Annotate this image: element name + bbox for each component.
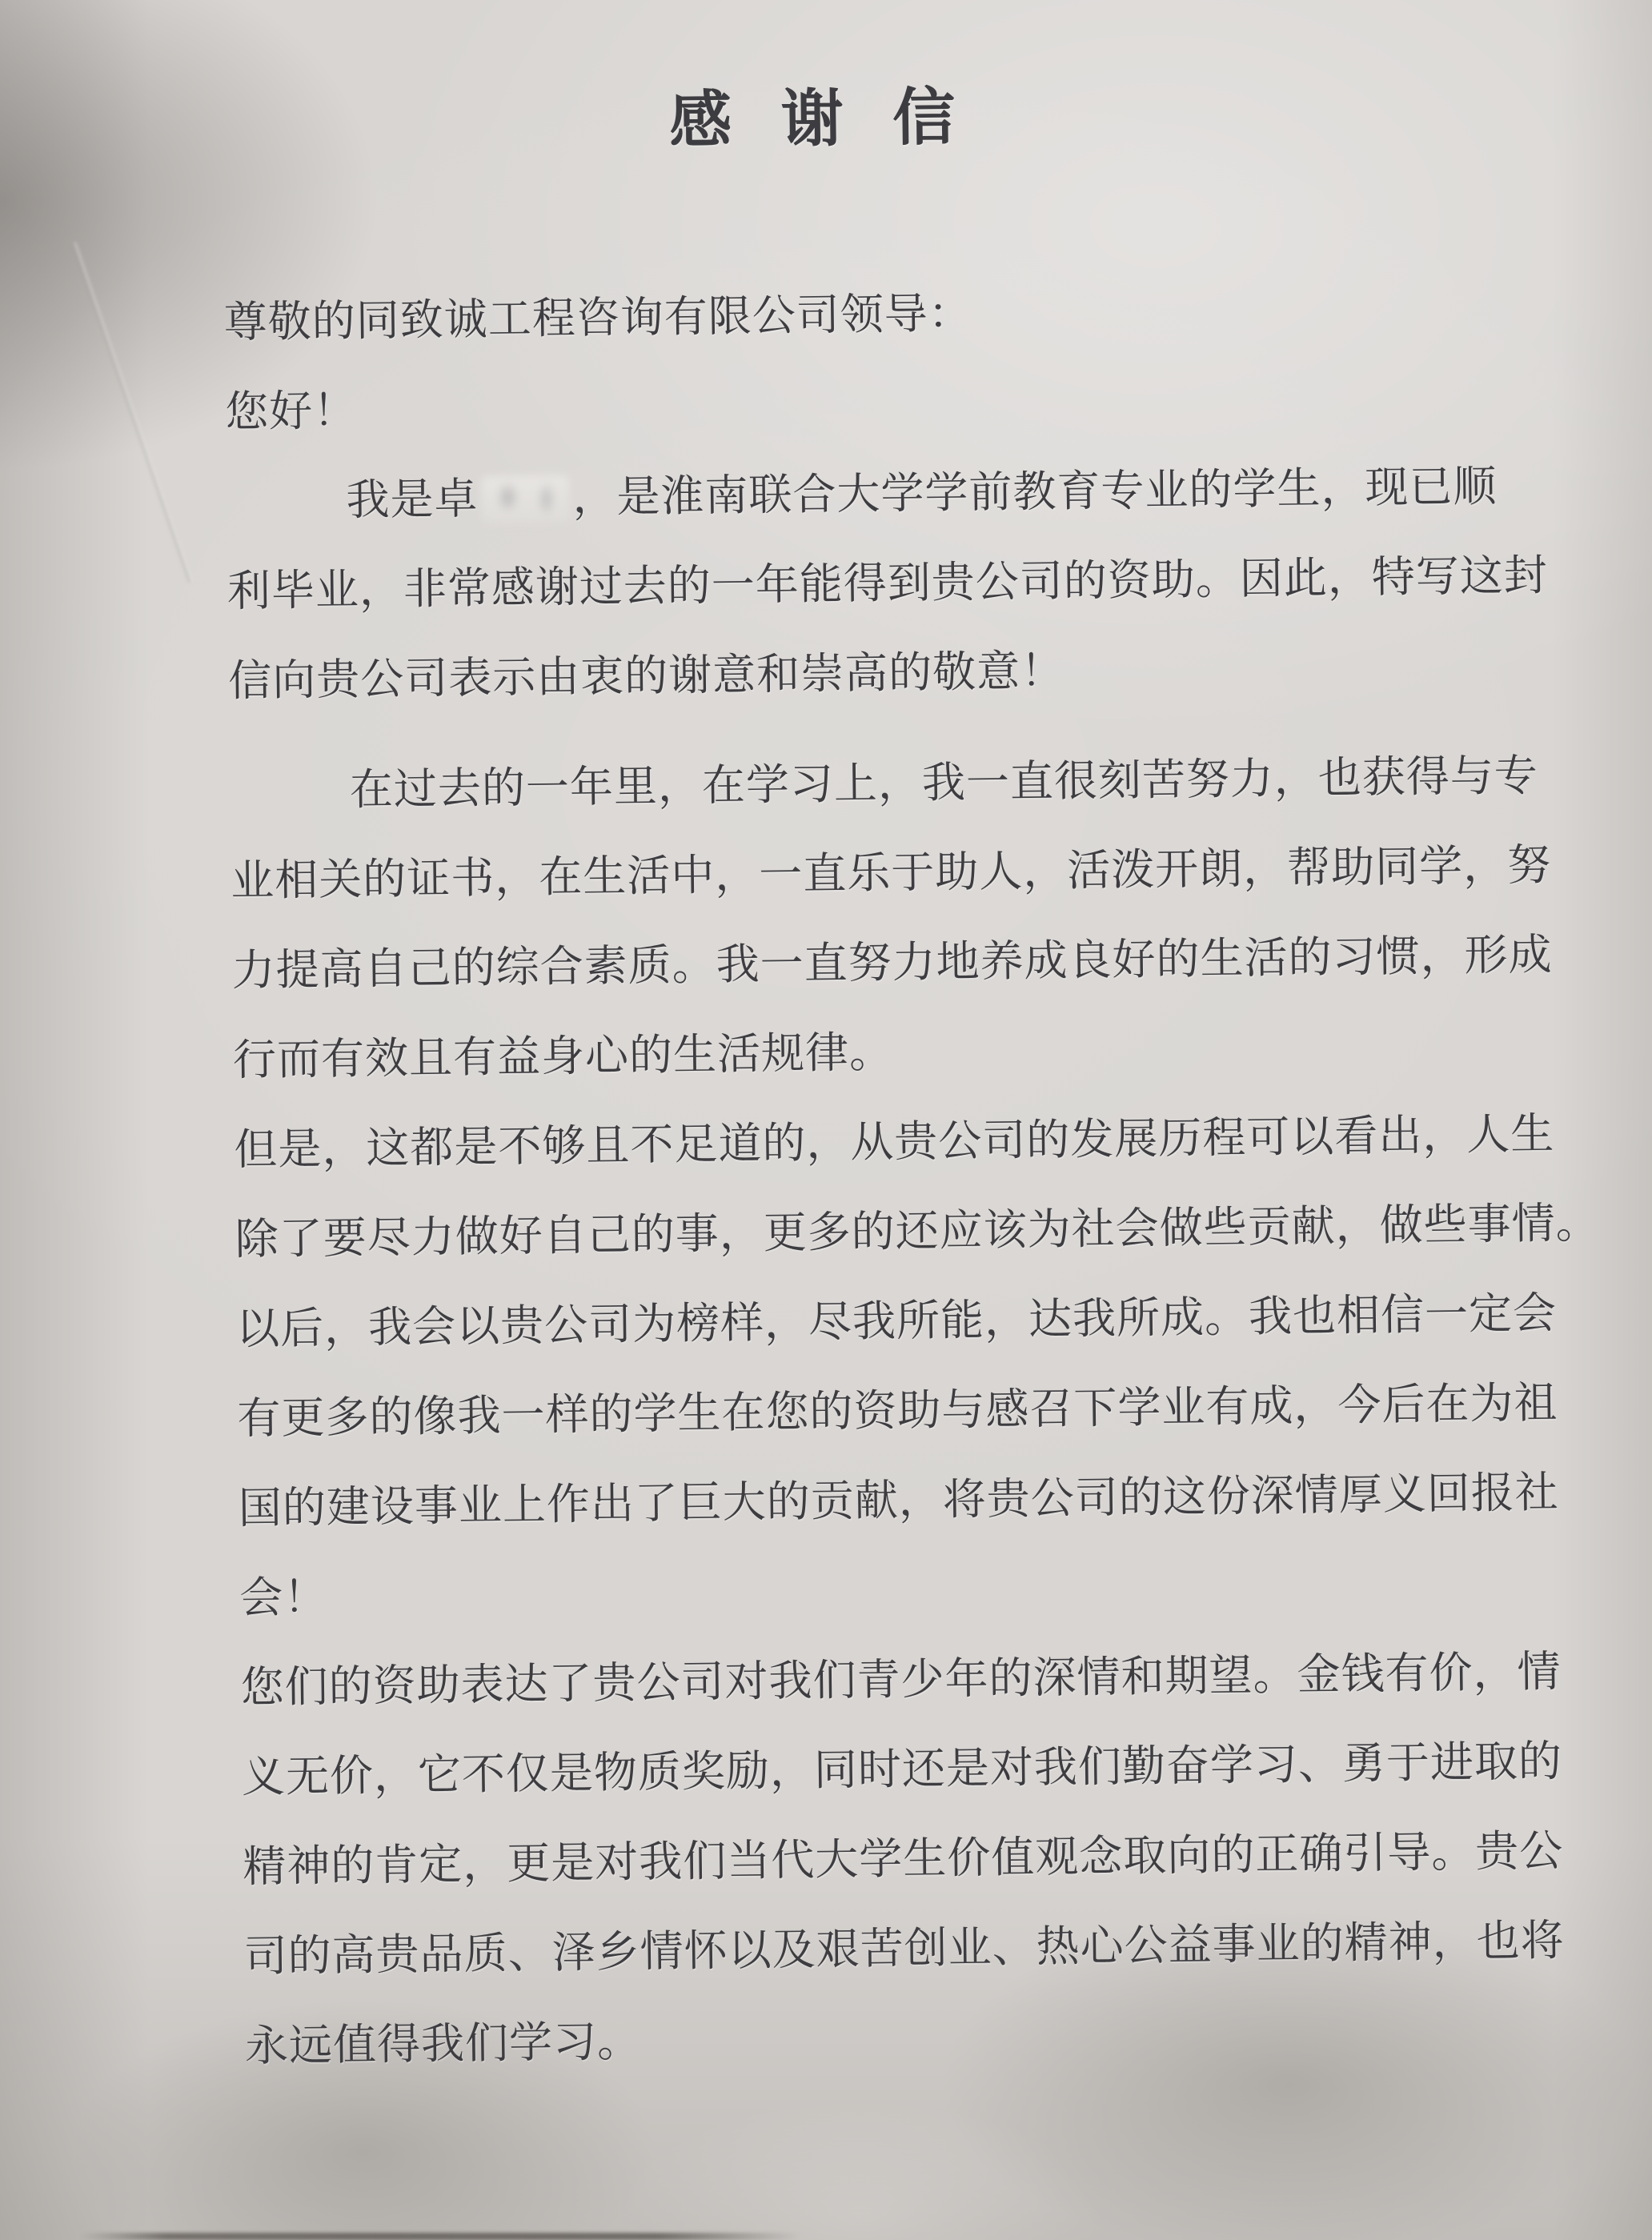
letter-line: 以后，我会以贵公司为榜样，尽我所能，达我所成。我也相信一定会 [235, 1288, 1558, 1354]
letter-line: 精神的肯定，更是对我们当代大学生价值观念取向的正确引导。贵公 [242, 1826, 1564, 1891]
letter-line: 永远值得我们学习。 [244, 2017, 642, 2070]
letter-line: 业相关的证书，在生活中，一直乐于助人，活泼开朗，帮助同学，努 [230, 840, 1552, 906]
letter-title: 感 谢 信 [668, 82, 959, 156]
letter-line: 在过去的一年里，在学习上，我一直很刻苦努力，也获得与专 [349, 751, 1539, 815]
letter-line: 利毕业，非常感谢过去的一年能得到贵公司的资助。因此，特写这封 [227, 551, 1549, 616]
letter-line: 有更多的像我一样的学生在您的资助与感召下学业有成，今后在为祖 [237, 1378, 1558, 1444]
letter-line: 行而有效且有益身心的生活规律。 [232, 1028, 894, 1085]
letter-line: 但是，这都是不够且不足道的，从贵公司的发展历程可以看出，人生 [234, 1109, 1555, 1175]
letter-line: 信向贵公司表示由衷的谢意和崇高的敬意！ [227, 647, 1065, 706]
letter-body [223, 262, 1601, 2091]
letter-line [226, 441, 1571, 547]
letter-line-text: ，是淮南联合大学学前教育专业的学生，现已顺 [572, 462, 1498, 522]
letter-line: 除了要尽力做好自己的事，更多的还应该为社会做些贡献，做些事情。 [235, 1199, 1601, 1264]
letter-line: 力提高自己的综合素质。我一直努力地养成良好的生活的习惯，形成 [231, 930, 1553, 996]
greeting-line: 您好！ [224, 387, 358, 437]
letter-line-text: 我是卓 [346, 475, 479, 525]
letter-line: 国的建设事业上作出了巨大的贡献，将贵公司的这份深情厚义回报社 [238, 1468, 1560, 1533]
letter-line: 会！ [239, 1573, 328, 1622]
letter-line: 您们的资助表达了贵公司对我们青少年的深情和期望。金钱有价，情 [240, 1647, 1562, 1712]
salutation-line: 尊敬的同致诚工程咨询有限公司领导： [223, 289, 973, 347]
letter-line: 司的高贵品质、泽乡情怀以及艰苦创业、热心公益事业的精神，也将 [243, 1916, 1565, 1981]
letter-line: 义无价，它不仅是物质奖励，同时还是对我们勤奋学习、勇于进取的 [241, 1737, 1563, 1801]
redacted-name [481, 475, 570, 523]
